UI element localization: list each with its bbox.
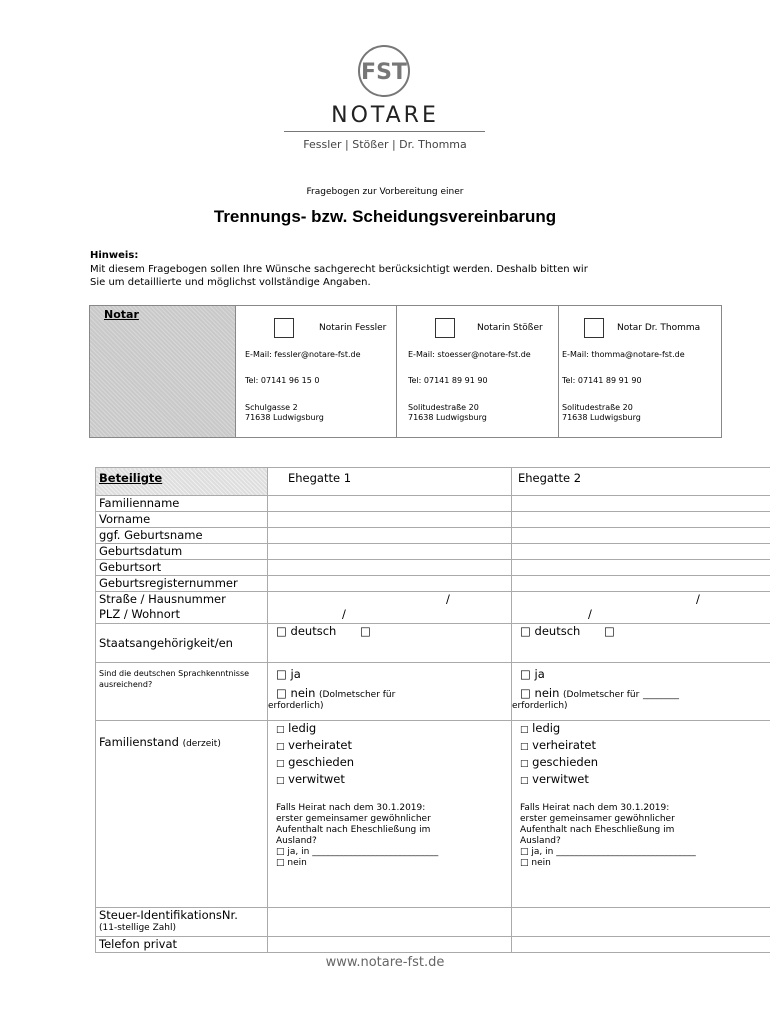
marriage-q-line: Ausland? — [276, 836, 317, 846]
marital-ledig-checkbox-1[interactable]: □ — [276, 725, 285, 735]
marital-option: geschieden — [288, 755, 355, 769]
address-slash-1a: / — [446, 592, 450, 606]
row-label: Geburtsregisternummer — [96, 576, 268, 592]
language-no-note-end-1: erforderlich) — [268, 701, 324, 711]
geburtsdatum-field-2[interactable] — [512, 544, 770, 560]
marriage-yes-label-2: ja, in _______________________________ — [531, 847, 696, 857]
marriage-q-line: Aufenthalt nach Eheschließung im — [276, 825, 431, 835]
table-row — [96, 544, 770, 560]
marriage-no-checkbox-2[interactable]: □ — [520, 858, 529, 868]
language-no-note-1: (Dolmetscher für — [319, 690, 396, 700]
marital-verheiratet-checkbox-2[interactable]: □ — [520, 742, 529, 752]
marriage-q-line: erster gemeinsamer gewöhnlicher — [276, 814, 431, 824]
notar-fessler-email: E-Mail: fessler@notare-fst.de — [245, 350, 361, 359]
citizenship-field-2 — [512, 624, 770, 663]
geburtsregister-field-2[interactable] — [512, 576, 770, 592]
marital-geschieden-checkbox-2[interactable]: □ — [520, 759, 529, 769]
language-no-blank-2: ________ — [643, 690, 679, 700]
note-line-1: Mit diesem Fragebogen sollen Ihre Wünsche sachgerecht berücksichtigt werden. Deshalb bitten wir — [90, 264, 588, 275]
header-spouse-2: Ehegatte 2 — [512, 468, 770, 496]
language-no-note-2: (Dolmetscher für — [563, 690, 640, 700]
geburtsregister-field-1[interactable] — [268, 576, 512, 592]
marital-label-cell — [96, 721, 268, 908]
fst-logo — [357, 44, 411, 98]
partners-line: Fessler | Stößer | Dr. Thomma — [303, 138, 467, 151]
notar-thomma-checkbox[interactable] — [584, 318, 604, 338]
notar-column-stoesser — [397, 305, 559, 438]
notar-stoesser-city: 71638 Ludwigsburg — [408, 413, 487, 422]
address-field-1[interactable] — [268, 592, 512, 624]
table-header-row — [96, 468, 770, 496]
table-row-citizenship — [96, 624, 770, 663]
notar-label: Notar — [104, 308, 139, 321]
geburtsort-field-2[interactable] — [512, 560, 770, 576]
citizenship-label: Staatsangehörigkeit/en — [96, 624, 268, 663]
language-no-checkbox-1[interactable]: □ — [276, 686, 287, 700]
table-row — [96, 576, 770, 592]
svg-text:FST: FST — [361, 60, 407, 85]
notar-label-cell — [89, 305, 236, 438]
table-row-language — [96, 663, 770, 721]
notar-stoesser-tel: Tel: 07141 89 91 90 — [408, 376, 488, 385]
notar-thomma-street: Solitudestraße 20 — [562, 403, 633, 412]
language-yes-checkbox-1[interactable]: □ — [276, 667, 287, 681]
row-label-address — [96, 592, 268, 624]
vorname-field-2[interactable] — [512, 512, 770, 528]
notar-thomma-city: 71638 Ludwigsburg — [562, 413, 641, 422]
marriage-question-1 — [276, 803, 508, 869]
language-yes-label-2: ja — [534, 667, 545, 681]
footer-website: www.notare-fst.de — [325, 955, 445, 970]
participants-table — [95, 467, 770, 953]
notar-stoesser-name: Notarin Stößer — [477, 323, 543, 333]
marital-option: verheiratet — [288, 738, 353, 752]
table-row — [96, 512, 770, 528]
plz-label: PLZ / Wohnort — [99, 607, 180, 621]
marital-verwitwet-checkbox-1[interactable]: □ — [276, 776, 285, 786]
notar-stoesser-checkbox[interactable] — [435, 318, 455, 338]
table-row — [96, 560, 770, 576]
tax-note: (11-stellige Zahl) — [99, 923, 176, 933]
header-spouse-1: Ehegatte 1 — [268, 468, 512, 496]
language-yes-checkbox-2[interactable]: □ — [520, 667, 531, 681]
address-field-2[interactable] — [512, 592, 770, 624]
notar-column-fessler — [236, 305, 397, 438]
language-label: Sind die deutschen Sprachkenntnisse ausreichend? — [99, 669, 250, 689]
geburtsort-field-1[interactable] — [268, 560, 512, 576]
tax-label-cell — [96, 908, 268, 937]
language-yes-label-1: ja — [290, 667, 301, 681]
marriage-q-line: erster gemeinsamer gewöhnlicher — [520, 814, 675, 824]
citizenship-german-checkbox-2[interactable]: □ — [520, 624, 531, 638]
note-line-2: Sie um detaillierte und möglichst vollständige Angaben. — [90, 277, 371, 288]
marital-option: verheiratet — [532, 738, 597, 752]
table-row — [96, 496, 770, 512]
address-slash-2a: / — [696, 592, 700, 606]
notar-stoesser-street: Solitudestraße 20 — [408, 403, 479, 412]
notar-section — [89, 305, 722, 438]
geburtsdatum-field-1[interactable] — [268, 544, 512, 560]
marriage-q-line: Aufenthalt nach Eheschließung im — [520, 825, 675, 835]
language-no-checkbox-2[interactable]: □ — [520, 686, 531, 700]
phone-field-1[interactable] — [268, 937, 512, 953]
brand-divider — [284, 131, 485, 132]
marriage-yes-checkbox-2[interactable]: □ — [520, 847, 529, 857]
tax-field-1[interactable] — [268, 908, 512, 937]
language-label-cell — [96, 663, 268, 721]
citizenship-other-checkbox-1[interactable]: □ — [359, 624, 371, 638]
notar-fessler-name: Notarin Fessler — [319, 323, 387, 333]
note-heading: Hinweis: — [90, 250, 139, 261]
table-row-phone — [96, 937, 770, 953]
citizenship-german-label-1: deutsch — [290, 624, 337, 638]
tax-label: Steuer-IdentifikationsNr. — [99, 908, 238, 922]
marriage-no-label-2: nein — [531, 858, 551, 868]
notar-thomma-name: Notar Dr. Thomma — [617, 323, 701, 333]
marriage-yes-label-1: ja, in ____________________________ — [287, 847, 439, 857]
brand-name: NOTARE — [331, 103, 439, 128]
marital-field-2 — [512, 721, 770, 908]
language-field-1 — [268, 663, 512, 721]
notar-thomma-email: E-Mail: thomma@notare-fst.de — [562, 350, 685, 359]
marital-geschieden-checkbox-1[interactable]: □ — [276, 759, 285, 769]
language-no-label-2: nein — [534, 686, 560, 700]
notar-fessler-tel: Tel: 07141 96 15 0 — [245, 376, 320, 385]
tax-field-2[interactable] — [512, 908, 770, 937]
phone-field-2[interactable] — [512, 937, 770, 953]
table-row-marital — [96, 721, 770, 908]
table-row-tax — [96, 908, 770, 937]
notar-fessler-checkbox[interactable] — [274, 318, 294, 338]
notar-stoesser-email: E-Mail: stoesser@notare-fst.de — [408, 350, 531, 359]
notar-fessler-street: Schulgasse 2 — [245, 403, 298, 412]
address-slash-1b: / — [342, 607, 346, 621]
marriage-question-2 — [520, 803, 770, 869]
form-pretitle: Fragebogen zur Vorbereitung einer — [306, 187, 464, 197]
citizenship-field-1 — [268, 624, 512, 663]
marital-option: ledig — [288, 721, 317, 735]
notar-thomma-tel: Tel: 07141 89 91 90 — [562, 376, 642, 385]
marriage-yes-checkbox-1[interactable]: □ — [276, 847, 285, 857]
marital-label-note: (derzeit) — [182, 739, 221, 749]
form-title: Trennungs- bzw. Scheidungsvereinbarung — [213, 207, 557, 226]
marriage-q-line: Falls Heirat nach dem 30.1.2019: — [520, 803, 670, 813]
marital-option: verwitwet — [288, 772, 345, 786]
marital-ledig-checkbox-2[interactable]: □ — [520, 725, 529, 735]
header-beteiligte — [96, 468, 268, 496]
row-label: Familienname — [96, 496, 268, 512]
phone-label: Telefon privat — [96, 937, 268, 953]
row-label: Vorname — [96, 512, 268, 528]
row-label: Geburtsort — [96, 560, 268, 576]
marital-option: geschieden — [532, 755, 599, 769]
citizenship-other-checkbox-2[interactable]: □ — [603, 624, 615, 638]
citizenship-german-checkbox-1[interactable]: □ — [276, 624, 287, 638]
notar-column-thomma — [559, 305, 722, 438]
marital-verheiratet-checkbox-1[interactable]: □ — [276, 742, 285, 752]
geburtsname-field-1[interactable] — [268, 528, 512, 544]
row-label: ggf. Geburtsname — [96, 528, 268, 544]
note-text — [90, 263, 690, 289]
citizenship-german-label-2: deutsch — [534, 624, 581, 638]
table-row — [96, 528, 770, 544]
marriage-no-checkbox-1[interactable]: □ — [276, 858, 285, 868]
marital-option: ledig — [532, 721, 561, 735]
familienname-field-2[interactable] — [512, 496, 770, 512]
notar-fessler-city: 71638 Ludwigsburg — [245, 413, 324, 422]
street-label: Straße / Hausnummer — [99, 592, 226, 606]
table-row-address — [96, 592, 770, 624]
familienname-field-1[interactable] — [268, 496, 512, 512]
marriage-q-line: Ausland? — [520, 836, 561, 846]
header-beteiligte-label: Beteiligte — [99, 471, 163, 485]
row-label: Geburtsdatum — [96, 544, 268, 560]
language-no-label-1: nein — [290, 686, 316, 700]
geburtsname-field-2[interactable] — [512, 528, 770, 544]
address-slash-2b: / — [588, 607, 592, 621]
marital-label: Familienstand — [99, 735, 179, 749]
marital-verwitwet-checkbox-2[interactable]: □ — [520, 776, 529, 786]
language-no-note-end-2: erforderlich) — [512, 701, 568, 711]
language-field-2 — [512, 663, 770, 721]
vorname-field-1[interactable] — [268, 512, 512, 528]
marriage-q-line: Falls Heirat nach dem 30.1.2019: — [276, 803, 426, 813]
marital-field-1 — [268, 721, 512, 908]
marriage-no-label-1: nein — [287, 858, 307, 868]
marital-option: verwitwet — [532, 772, 589, 786]
